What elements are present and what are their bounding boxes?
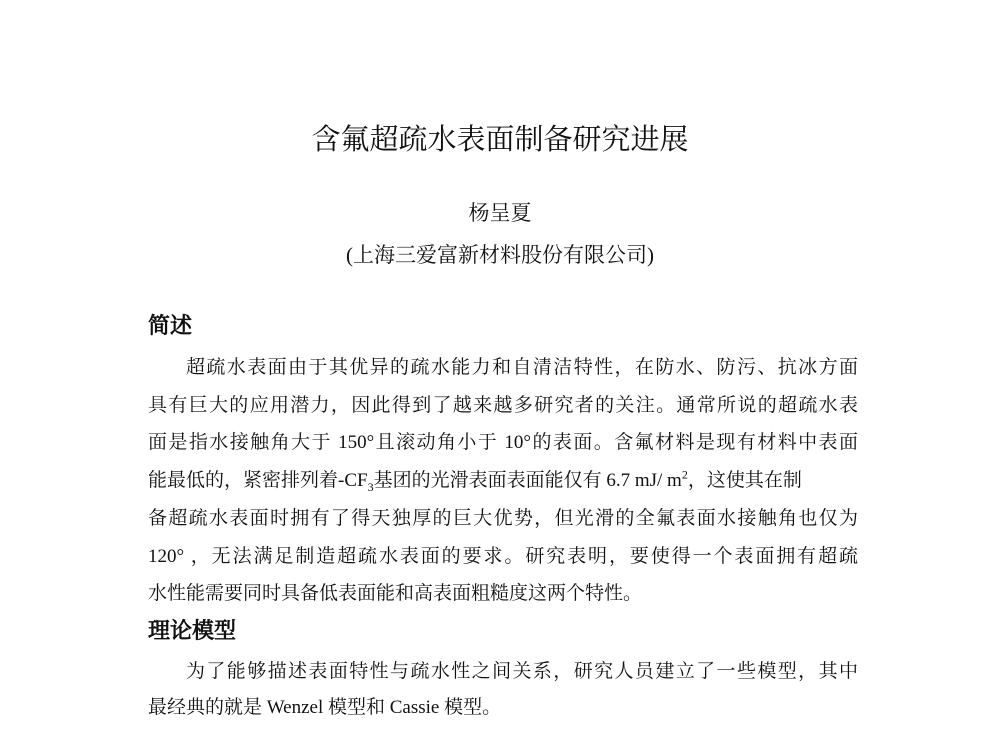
paragraph-line: 具有巨大的应用潜力，因此得到了越来越多研究者的关注。通常所说的超疏水表 — [148, 395, 858, 416]
text-fragment: ，这使其在制 — [687, 470, 802, 491]
paragraph-line: 超疏水表面由于其优异的疏水能力和自清洁特性，在防水、防污、抗冰方面 — [186, 357, 858, 378]
author-name: 杨呈夏 — [468, 201, 532, 225]
paragraph-line: 最经典的就是 Wenzel 模型和 Cassie 模型。 — [148, 697, 502, 718]
paragraph-line: 备超疏水表面时拥有了得天独厚的巨大优势，但光滑的全氟表面水接触角也仅为 — [148, 508, 858, 529]
subscript: 3 — [367, 479, 374, 494]
superscript: 2 — [681, 467, 688, 482]
section-heading-theory: 理论模型 — [148, 618, 237, 643]
paragraph-line: 水性能需要同时具备低表面能和高表面粗糙度这两个特性。 — [148, 583, 643, 604]
paragraph-line: 为了能够描述表面特性与疏水性之间关系，研究人员建立了一些模型，其中 — [186, 661, 858, 682]
line-text — [148, 468, 802, 494]
paragraph-line: 面是指水接触角大于 150°且滚动角小于 10°的表面。含氟材料是现有材料中表面 — [148, 432, 858, 453]
document-title: 含氟超疏水表面制备研究进展 — [311, 124, 689, 156]
author-affiliation: (上海三爱富新材料股份有限公司) — [346, 243, 654, 267]
paragraph-line: 120° ，无法满足制造超疏水表面的要求。研究表明，要使得一个表面拥有超疏 — [148, 546, 858, 567]
text-fragment: 基团的光滑表面表面能仅有 6.7 mJ/ m — [373, 470, 682, 491]
section-heading-abstract: 简述 — [148, 313, 193, 338]
text-fragment: 能最低的，紧密排列着-CF — [148, 470, 368, 491]
paragraph-line — [148, 468, 858, 494]
